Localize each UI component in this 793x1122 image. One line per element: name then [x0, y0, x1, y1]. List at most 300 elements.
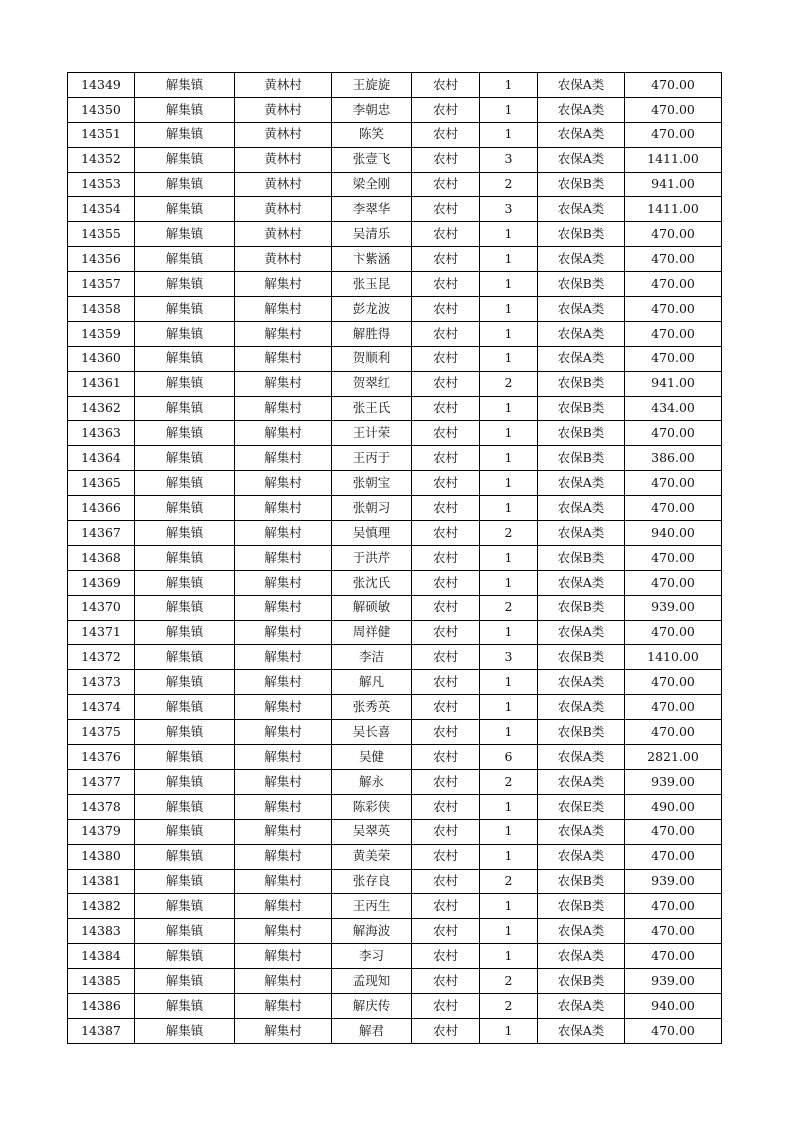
name-cell: 吴长喜: [332, 720, 412, 745]
table-row: [68, 794, 722, 819]
village-cell: 解集村: [235, 944, 332, 969]
insurance-category-cell: 农保A类: [538, 197, 625, 222]
table-row: [68, 645, 722, 670]
household-count-cell: 1: [480, 844, 538, 869]
household-count-cell: 1: [480, 446, 538, 471]
village-cell: 解集村: [235, 595, 332, 620]
insurance-category-cell: 农保A类: [538, 346, 625, 371]
name-cell: 王计荣: [332, 421, 412, 446]
village-cell: 解集村: [235, 919, 332, 944]
record-id-cell: 14357: [68, 272, 135, 297]
insurance-category-cell: 农保A类: [538, 471, 625, 496]
table-row: [68, 496, 722, 521]
amount-cell: 470.00: [625, 346, 722, 371]
town-cell: 解集镇: [135, 969, 235, 994]
record-id-cell: 14364: [68, 446, 135, 471]
village-cell: 黄林村: [235, 97, 332, 122]
insurance-category-cell: 农保A类: [538, 147, 625, 172]
amount-cell: 939.00: [625, 769, 722, 794]
village-cell: 解集村: [235, 670, 332, 695]
area-type-cell: 农村: [412, 844, 480, 869]
household-count-cell: 1: [480, 421, 538, 446]
amount-cell: 1411.00: [625, 147, 722, 172]
area-type-cell: 农村: [412, 147, 480, 172]
household-count-cell: 1: [480, 819, 538, 844]
amount-cell: 470.00: [625, 471, 722, 496]
town-cell: 解集镇: [135, 620, 235, 645]
table-row: [68, 769, 722, 794]
name-cell: 张朝习: [332, 496, 412, 521]
amount-cell: 470.00: [625, 122, 722, 147]
town-cell: 解集镇: [135, 695, 235, 720]
village-cell: 解集村: [235, 321, 332, 346]
insurance-category-cell: 农保B类: [538, 545, 625, 570]
name-cell: 陈笑: [332, 122, 412, 147]
town-cell: 解集镇: [135, 844, 235, 869]
town-cell: 解集镇: [135, 147, 235, 172]
name-cell: 李洁: [332, 645, 412, 670]
village-cell: 黄林村: [235, 122, 332, 147]
table-row: [68, 346, 722, 371]
amount-cell: 470.00: [625, 297, 722, 322]
amount-cell: 386.00: [625, 446, 722, 471]
name-cell: 王旋旋: [332, 73, 412, 98]
record-id-cell: 14359: [68, 321, 135, 346]
town-cell: 解集镇: [135, 272, 235, 297]
area-type-cell: 农村: [412, 595, 480, 620]
record-id-cell: 14382: [68, 894, 135, 919]
household-count-cell: 3: [480, 147, 538, 172]
household-count-cell: 1: [480, 794, 538, 819]
area-type-cell: 农村: [412, 172, 480, 197]
household-count-cell: 1: [480, 620, 538, 645]
household-count-cell: 2: [480, 969, 538, 994]
town-cell: 解集镇: [135, 595, 235, 620]
area-type-cell: 农村: [412, 73, 480, 98]
area-type-cell: 农村: [412, 944, 480, 969]
name-cell: 吴健: [332, 745, 412, 770]
household-count-cell: 2: [480, 172, 538, 197]
area-type-cell: 农村: [412, 645, 480, 670]
household-count-cell: 1: [480, 545, 538, 570]
record-id-cell: 14362: [68, 396, 135, 421]
record-id-cell: 14352: [68, 147, 135, 172]
insurance-category-cell: 农保B类: [538, 720, 625, 745]
insurance-category-cell: 农保A类: [538, 97, 625, 122]
insurance-category-cell: 农保A类: [538, 321, 625, 346]
name-cell: 解庆传: [332, 993, 412, 1018]
household-count-cell: 1: [480, 222, 538, 247]
amount-cell: 470.00: [625, 272, 722, 297]
village-cell: 解集村: [235, 645, 332, 670]
name-cell: 解海波: [332, 919, 412, 944]
town-cell: 解集镇: [135, 122, 235, 147]
household-count-cell: 1: [480, 944, 538, 969]
insurance-category-cell: 农保A类: [538, 944, 625, 969]
record-id-cell: 14384: [68, 944, 135, 969]
insurance-category-cell: 农保A类: [538, 570, 625, 595]
household-count-cell: 1: [480, 297, 538, 322]
household-count-cell: 1: [480, 471, 538, 496]
town-cell: 解集镇: [135, 172, 235, 197]
area-type-cell: 农村: [412, 894, 480, 919]
table-row: [68, 197, 722, 222]
village-cell: 解集村: [235, 297, 332, 322]
record-id-cell: 14350: [68, 97, 135, 122]
household-count-cell: 3: [480, 645, 538, 670]
insurance-category-cell: 农保A类: [538, 521, 625, 546]
amount-cell: 470.00: [625, 496, 722, 521]
town-cell: 解集镇: [135, 521, 235, 546]
town-cell: 解集镇: [135, 670, 235, 695]
record-id-cell: 14358: [68, 297, 135, 322]
household-count-cell: 1: [480, 1018, 538, 1043]
town-cell: 解集镇: [135, 73, 235, 98]
record-id-cell: 14367: [68, 521, 135, 546]
town-cell: 解集镇: [135, 769, 235, 794]
name-cell: 张存良: [332, 869, 412, 894]
table-row: [68, 944, 722, 969]
village-cell: 解集村: [235, 869, 332, 894]
table-row: [68, 695, 722, 720]
area-type-cell: 农村: [412, 919, 480, 944]
town-cell: 解集镇: [135, 720, 235, 745]
record-id-cell: 14355: [68, 222, 135, 247]
town-cell: 解集镇: [135, 97, 235, 122]
area-type-cell: 农村: [412, 321, 480, 346]
village-cell: 解集村: [235, 720, 332, 745]
name-cell: 于洪芹: [332, 545, 412, 570]
amount-cell: 470.00: [625, 421, 722, 446]
insurance-category-cell: 农保B类: [538, 396, 625, 421]
village-cell: 解集村: [235, 570, 332, 595]
amount-cell: 470.00: [625, 695, 722, 720]
record-id-cell: 14386: [68, 993, 135, 1018]
name-cell: 吴翠英: [332, 819, 412, 844]
record-id-cell: 14360: [68, 346, 135, 371]
household-count-cell: 2: [480, 993, 538, 1018]
table-row: [68, 222, 722, 247]
table-row: [68, 919, 722, 944]
name-cell: 解硕敏: [332, 595, 412, 620]
amount-cell: 470.00: [625, 222, 722, 247]
table-row: [68, 969, 722, 994]
area-type-cell: 农村: [412, 769, 480, 794]
area-type-cell: 农村: [412, 570, 480, 595]
record-id-cell: 14368: [68, 545, 135, 570]
town-cell: 解集镇: [135, 919, 235, 944]
village-cell: 解集村: [235, 521, 332, 546]
area-type-cell: 农村: [412, 695, 480, 720]
town-cell: 解集镇: [135, 545, 235, 570]
record-id-cell: 14371: [68, 620, 135, 645]
record-id-cell: 14387: [68, 1018, 135, 1043]
household-count-cell: 1: [480, 670, 538, 695]
record-id-cell: 14356: [68, 247, 135, 272]
insurance-category-cell: 农保B类: [538, 421, 625, 446]
village-cell: 黄林村: [235, 197, 332, 222]
name-cell: 解永: [332, 769, 412, 794]
area-type-cell: 农村: [412, 97, 480, 122]
area-type-cell: 农村: [412, 794, 480, 819]
area-type-cell: 农村: [412, 297, 480, 322]
record-id-cell: 14365: [68, 471, 135, 496]
town-cell: 解集镇: [135, 222, 235, 247]
insurance-category-cell: 农保E类: [538, 794, 625, 819]
insurance-category-cell: 农保A类: [538, 122, 625, 147]
name-cell: 李朝忠: [332, 97, 412, 122]
village-cell: 解集村: [235, 272, 332, 297]
name-cell: 吴清乐: [332, 222, 412, 247]
insurance-category-cell: 农保A类: [538, 819, 625, 844]
record-id-cell: 14370: [68, 595, 135, 620]
town-cell: 解集镇: [135, 1018, 235, 1043]
village-cell: 解集村: [235, 396, 332, 421]
household-count-cell: 1: [480, 321, 538, 346]
area-type-cell: 农村: [412, 471, 480, 496]
town-cell: 解集镇: [135, 421, 235, 446]
village-cell: 解集村: [235, 969, 332, 994]
table-row: [68, 147, 722, 172]
table-row: [68, 570, 722, 595]
name-cell: 孟现知: [332, 969, 412, 994]
amount-cell: 1410.00: [625, 645, 722, 670]
name-cell: 贺顺利: [332, 346, 412, 371]
name-cell: 吴慎理: [332, 521, 412, 546]
record-id-cell: 14369: [68, 570, 135, 595]
amount-cell: 470.00: [625, 1018, 722, 1043]
village-cell: 解集村: [235, 794, 332, 819]
area-type-cell: 农村: [412, 993, 480, 1018]
record-id-cell: 14380: [68, 844, 135, 869]
table-row: [68, 446, 722, 471]
town-cell: 解集镇: [135, 471, 235, 496]
household-count-cell: 1: [480, 695, 538, 720]
insurance-category-cell: 农保B类: [538, 969, 625, 994]
town-cell: 解集镇: [135, 869, 235, 894]
record-id-cell: 14385: [68, 969, 135, 994]
village-cell: 黄林村: [235, 73, 332, 98]
area-type-cell: 农村: [412, 1018, 480, 1043]
town-cell: 解集镇: [135, 794, 235, 819]
household-count-cell: 2: [480, 521, 538, 546]
household-count-cell: 1: [480, 720, 538, 745]
record-id-cell: 14377: [68, 769, 135, 794]
name-cell: 王丙于: [332, 446, 412, 471]
amount-cell: 941.00: [625, 172, 722, 197]
amount-cell: 470.00: [625, 570, 722, 595]
area-type-cell: 农村: [412, 371, 480, 396]
table-row: [68, 993, 722, 1018]
area-type-cell: 农村: [412, 521, 480, 546]
table-row: [68, 172, 722, 197]
name-cell: 张王氏: [332, 396, 412, 421]
amount-cell: 470.00: [625, 97, 722, 122]
table-row: [68, 720, 722, 745]
village-cell: 解集村: [235, 496, 332, 521]
area-type-cell: 农村: [412, 869, 480, 894]
household-count-cell: 2: [480, 595, 538, 620]
village-cell: 黄林村: [235, 147, 332, 172]
insurance-category-cell: 农保A类: [538, 297, 625, 322]
village-cell: 解集村: [235, 371, 332, 396]
area-type-cell: 农村: [412, 346, 480, 371]
area-type-cell: 农村: [412, 247, 480, 272]
name-cell: 卞紫涵: [332, 247, 412, 272]
area-type-cell: 农村: [412, 745, 480, 770]
village-cell: 解集村: [235, 993, 332, 1018]
amount-cell: 470.00: [625, 670, 722, 695]
name-cell: 彭龙波: [332, 297, 412, 322]
amount-cell: 470.00: [625, 620, 722, 645]
name-cell: 梁全刚: [332, 172, 412, 197]
amount-cell: 939.00: [625, 595, 722, 620]
name-cell: 张沈氏: [332, 570, 412, 595]
name-cell: 解凡: [332, 670, 412, 695]
town-cell: 解集镇: [135, 894, 235, 919]
area-type-cell: 农村: [412, 396, 480, 421]
household-count-cell: 1: [480, 272, 538, 297]
record-id-cell: 14361: [68, 371, 135, 396]
table-row: [68, 421, 722, 446]
town-cell: 解集镇: [135, 321, 235, 346]
table-row: [68, 396, 722, 421]
record-id-cell: 14363: [68, 421, 135, 446]
amount-cell: 470.00: [625, 819, 722, 844]
insurance-category-cell: 农保B类: [538, 371, 625, 396]
area-type-cell: 农村: [412, 545, 480, 570]
area-type-cell: 农村: [412, 720, 480, 745]
village-cell: 解集村: [235, 446, 332, 471]
table-row: [68, 97, 722, 122]
village-cell: 解集村: [235, 819, 332, 844]
record-id-cell: 14351: [68, 122, 135, 147]
amount-cell: 2821.00: [625, 745, 722, 770]
name-cell: 解胜得: [332, 321, 412, 346]
record-id-cell: 14366: [68, 496, 135, 521]
insurance-category-cell: 农保B类: [538, 172, 625, 197]
table-row: [68, 371, 722, 396]
household-count-cell: 1: [480, 97, 538, 122]
amount-cell: 941.00: [625, 371, 722, 396]
household-count-cell: 1: [480, 73, 538, 98]
insurance-category-cell: 农保A类: [538, 745, 625, 770]
town-cell: 解集镇: [135, 396, 235, 421]
table-row: [68, 745, 722, 770]
record-id-cell: 14383: [68, 919, 135, 944]
village-cell: 解集村: [235, 421, 332, 446]
village-cell: 黄林村: [235, 222, 332, 247]
household-count-cell: 1: [480, 919, 538, 944]
table-row: [68, 247, 722, 272]
household-count-cell: 1: [480, 247, 538, 272]
insurance-category-cell: 农保A类: [538, 247, 625, 272]
area-type-cell: 农村: [412, 819, 480, 844]
town-cell: 解集镇: [135, 247, 235, 272]
record-id-cell: 14372: [68, 645, 135, 670]
insurance-category-cell: 农保A类: [538, 496, 625, 521]
household-count-cell: 1: [480, 496, 538, 521]
table-row: [68, 73, 722, 98]
record-id-cell: 14379: [68, 819, 135, 844]
table-body: [68, 73, 722, 1044]
town-cell: 解集镇: [135, 346, 235, 371]
household-count-cell: 1: [480, 346, 538, 371]
town-cell: 解集镇: [135, 993, 235, 1018]
area-type-cell: 农村: [412, 969, 480, 994]
village-cell: 解集村: [235, 1018, 332, 1043]
record-id-cell: 14376: [68, 745, 135, 770]
insurance-category-cell: 农保A类: [538, 769, 625, 794]
amount-cell: 470.00: [625, 73, 722, 98]
amount-cell: 939.00: [625, 869, 722, 894]
household-count-cell: 1: [480, 570, 538, 595]
table-row: [68, 321, 722, 346]
insurance-category-cell: 农保A类: [538, 919, 625, 944]
record-id-cell: 14374: [68, 695, 135, 720]
table-row: [68, 844, 722, 869]
amount-cell: 490.00: [625, 794, 722, 819]
name-cell: 王丙生: [332, 894, 412, 919]
household-count-cell: 3: [480, 197, 538, 222]
insurance-category-cell: 农保B类: [538, 645, 625, 670]
table-row: [68, 272, 722, 297]
village-cell: 解集村: [235, 894, 332, 919]
amount-cell: 470.00: [625, 944, 722, 969]
record-id-cell: 14349: [68, 73, 135, 98]
area-type-cell: 农村: [412, 272, 480, 297]
town-cell: 解集镇: [135, 645, 235, 670]
name-cell: 李翠华: [332, 197, 412, 222]
record-id-cell: 14378: [68, 794, 135, 819]
table-row: [68, 521, 722, 546]
village-cell: 黄林村: [235, 247, 332, 272]
record-id-cell: 14373: [68, 670, 135, 695]
amount-cell: 940.00: [625, 521, 722, 546]
insurance-category-cell: 农保A类: [538, 73, 625, 98]
table-row: [68, 869, 722, 894]
table-row: [68, 595, 722, 620]
town-cell: 解集镇: [135, 197, 235, 222]
amount-cell: 470.00: [625, 919, 722, 944]
household-count-cell: 1: [480, 396, 538, 421]
town-cell: 解集镇: [135, 446, 235, 471]
amount-cell: 470.00: [625, 545, 722, 570]
insurance-category-cell: 农保A类: [538, 1018, 625, 1043]
area-type-cell: 农村: [412, 122, 480, 147]
town-cell: 解集镇: [135, 819, 235, 844]
insurance-category-cell: 农保B类: [538, 272, 625, 297]
amount-cell: 470.00: [625, 894, 722, 919]
village-cell: 解集村: [235, 620, 332, 645]
insurance-category-cell: 农保A类: [538, 844, 625, 869]
beneficiary-table: [67, 72, 722, 1044]
name-cell: 解君: [332, 1018, 412, 1043]
village-cell: 解集村: [235, 471, 332, 496]
town-cell: 解集镇: [135, 745, 235, 770]
area-type-cell: 农村: [412, 197, 480, 222]
table-row: [68, 471, 722, 496]
name-cell: 张秀英: [332, 695, 412, 720]
insurance-category-cell: 农保B类: [538, 222, 625, 247]
household-count-cell: 2: [480, 769, 538, 794]
village-cell: 解集村: [235, 844, 332, 869]
insurance-category-cell: 农保A类: [538, 670, 625, 695]
household-count-cell: 1: [480, 894, 538, 919]
town-cell: 解集镇: [135, 944, 235, 969]
village-cell: 解集村: [235, 769, 332, 794]
town-cell: 解集镇: [135, 570, 235, 595]
